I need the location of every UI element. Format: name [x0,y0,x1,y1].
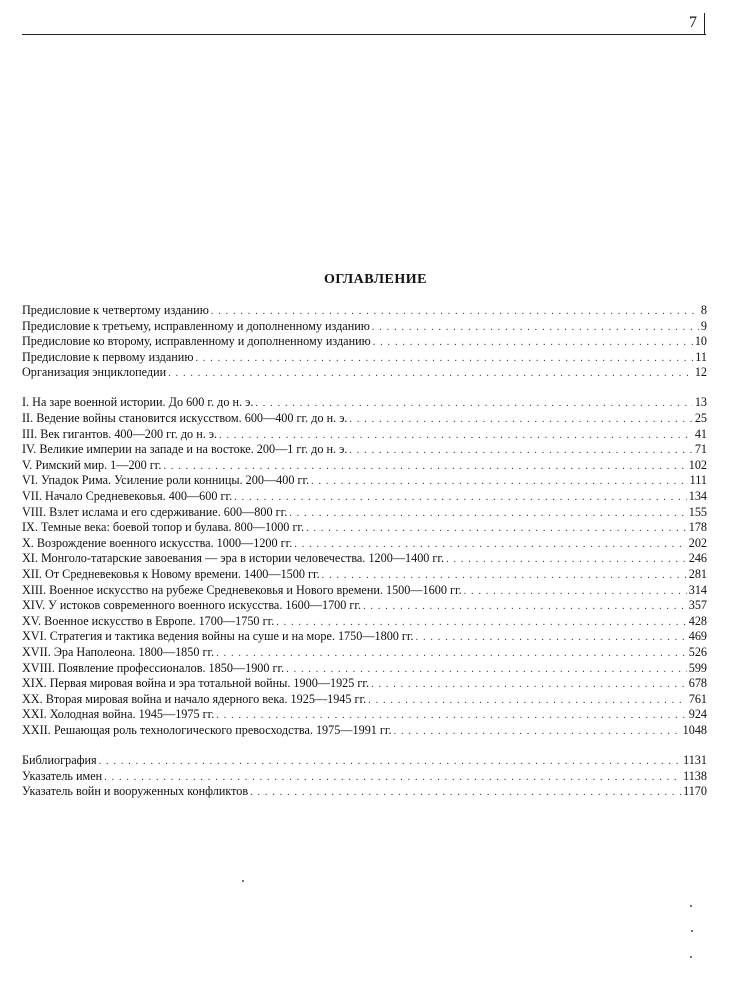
toc-entry-label: IX. Темные века: боевой топор и булава. 800—1000 гг. [22,520,305,535]
toc-entry-page: 761 [688,691,707,706]
dot-leader [255,396,692,412]
toc-entry-page: 599 [688,660,707,675]
dot-leader [219,428,693,444]
toc-entry-label: Предисловие к четвертому изданию [22,303,209,317]
toc-entry [22,505,707,521]
toc-entry-label: XV. Военное искусство в Европе. 1700—1750 гг. [22,613,275,628]
toc-entry-label: XIV. У истоков современного военного искусства. 1600—1700 гг. [22,598,362,613]
toc-entry-label: Предисловие к первому изданию [22,349,194,364]
dot-leader [104,770,681,786]
toc-entry-label: I. На заре военной истории. До 600 г. до н. э. [22,395,254,410]
toc-entry-page: 469 [688,629,707,644]
toc-entry [22,520,707,536]
toc-entry-label: XXII. Решающая роль технологического превосходства. 1975—1991 гг. [22,722,392,737]
toc-entry-page: 1170 [683,784,707,799]
toc-entry-label: Организация энциклопедии [22,365,167,380]
dot-leader [371,677,687,693]
toc-entry-page: 924 [688,707,707,722]
scan-speck [690,956,692,958]
toc-entry-label: X. Возрождение военного искусства. 1000—1200 гг. [22,535,293,550]
dot-leader [216,646,687,662]
toc-entry-page: 8 [700,303,707,317]
toc-entry [22,707,707,723]
dot-leader [99,754,681,770]
toc-entry [22,583,707,599]
dot-leader [168,366,693,382]
dot-leader [394,724,681,740]
toc-entry [22,598,707,614]
toc-group [22,753,707,800]
toc-entry-page: 134 [688,489,707,504]
toc-entry-label: II. Ведение войны становится искусством. 600—400 гг. до н. э. [22,411,348,426]
toc-entry [22,303,707,319]
scan-speck [690,905,692,907]
toc-entry-page: 102 [688,457,707,472]
toc-entry-label: XVI. Стратегия и тактика ведения войны на суше и на море. 1750—1800 гг. [22,629,414,644]
toc-entry-label: V. Римский мир. 1—200 гг. [22,457,162,472]
toc-entry-page: 1131 [683,753,707,768]
toc-entry-page: 314 [688,582,707,597]
toc-entry [22,723,707,739]
toc-entry-label: VII. Начало Средневековья. 400—600 гг. [22,489,233,504]
dot-leader [195,351,693,367]
toc-entry-page: 25 [694,411,707,426]
toc-entry-label: XX. Вторая мировая война и начало ядерного века. 1925—1945 гг. [22,691,367,706]
toc-entry-page: 13 [694,395,707,410]
toc-entry-label: XVII. Эра Наполеона. 1800—1850 гг. [22,644,215,659]
dot-leader [464,584,687,600]
toc-entry [22,629,707,645]
toc-entry-page: 678 [688,676,707,691]
scan-speck [242,880,244,882]
dot-leader [306,521,687,537]
toc-entry-page: 41 [694,426,707,441]
toc-entry [22,365,707,381]
toc-entry-page: 178 [688,520,707,535]
dot-leader [211,304,699,320]
toc-entry-label: IV. Великие империи на западе и на востоке. 200—1 гг. до н. э. [22,442,348,457]
toc-entry-label: Предисловие ко второму, исправленному и дополненному изданию [22,334,371,349]
toc-entry [22,661,707,677]
toc-group [22,303,707,381]
dot-leader [286,662,687,678]
toc-entry-page: 357 [688,598,707,613]
toc-entry [22,442,707,458]
dot-leader [363,599,687,615]
scan-speck [691,930,693,932]
toc-entry-label: XII. От Средневековья к Новому времени. 1400—1500 гг. [22,567,320,581]
toc-entry-label: VI. Упадок Рима. Усиление роли конницы. 200—400 гг. [22,473,310,488]
toc-entry-page: 246 [688,551,707,566]
table-of-contents [22,303,707,800]
toc-entry [22,769,707,785]
toc-entry-label: Библиография [22,753,97,768]
toc-entry [22,350,707,366]
toc-entry-label: III. Век гигантов. 400—200 гг. до н. э. [22,426,218,441]
toc-entry [22,427,707,443]
toc-entry-page: 202 [688,535,707,550]
toc-entry [22,753,707,769]
header-vertical-rule [704,13,705,35]
dot-leader [234,490,687,506]
page-number: 7 [689,14,697,31]
dot-leader [372,320,699,336]
toc-entry [22,319,707,335]
toc-entry [22,676,707,692]
toc-entry-label: XIII. Военное искусство на рубеже Средневековья и Нового времени. 1500—1600 гг. [22,582,462,597]
toc-entry [22,334,707,350]
toc-entry [22,784,707,800]
toc-entry-page: 10 [694,334,707,349]
toc-entry-label: XI. Монголо-татарские завоевания — эра в истории человечества. 1200—1400 гг. [22,551,445,566]
toc-entry-page: 12 [694,365,707,380]
toc-entry-page: 9 [700,318,707,333]
toc-group [22,395,707,738]
dot-leader [349,412,692,428]
toc-title: ОГЛАВЛЕНИЕ [324,272,427,287]
dot-leader [163,459,686,475]
toc-entry-page: 71 [694,442,707,457]
dot-leader [250,785,681,801]
header-rule [22,34,706,35]
toc-entry-page: 526 [688,644,707,659]
toc-entry [22,614,707,630]
toc-entry-page: 281 [688,567,707,581]
toc-entry [22,551,707,567]
toc-entry [22,458,707,474]
toc-entry-page: 1138 [683,768,707,783]
toc-entry-page: 155 [688,504,707,519]
toc-entry [22,395,707,411]
dot-leader [322,568,687,584]
toc-entry-page: 428 [688,613,707,628]
toc-entry [22,567,707,583]
dot-leader [349,443,692,459]
dot-leader [216,708,686,724]
dot-leader [289,506,686,522]
toc-entry-label: XIX. Первая мировая война и эра тотальной войны. 1900—1925 гг. [22,676,370,691]
toc-entry-page: 11 [695,349,707,364]
toc-entry-label: Указатель имен [22,768,103,783]
toc-entry-label: Предисловие к третьему, исправленному и дополненному изданию [22,318,370,333]
toc-entry-page: 111 [689,473,707,488]
toc-entry [22,536,707,552]
dot-leader [446,552,687,568]
dot-leader [368,693,687,709]
toc-entry-label: XVIII. Появление профессионалов. 1850—1900 гг. [22,660,285,675]
dot-leader [311,474,687,490]
toc-entry-label: VIII. Взлет ислама и его сдерживание. 600—800 гг. [22,504,288,519]
dot-leader [276,615,686,631]
toc-entry [22,645,707,661]
dot-leader [416,630,687,646]
toc-entry-label: Указатель войн и вооруженных конфликтов [22,784,249,799]
toc-entry-page: 1048 [682,722,707,737]
dot-leader [294,537,686,553]
toc-entry [22,473,707,489]
toc-entry [22,411,707,427]
toc-entry-label: XXI. Холодная война. 1945—1975 гг. [22,707,215,722]
dot-leader [373,335,693,351]
toc-entry [22,692,707,708]
toc-entry [22,489,707,505]
